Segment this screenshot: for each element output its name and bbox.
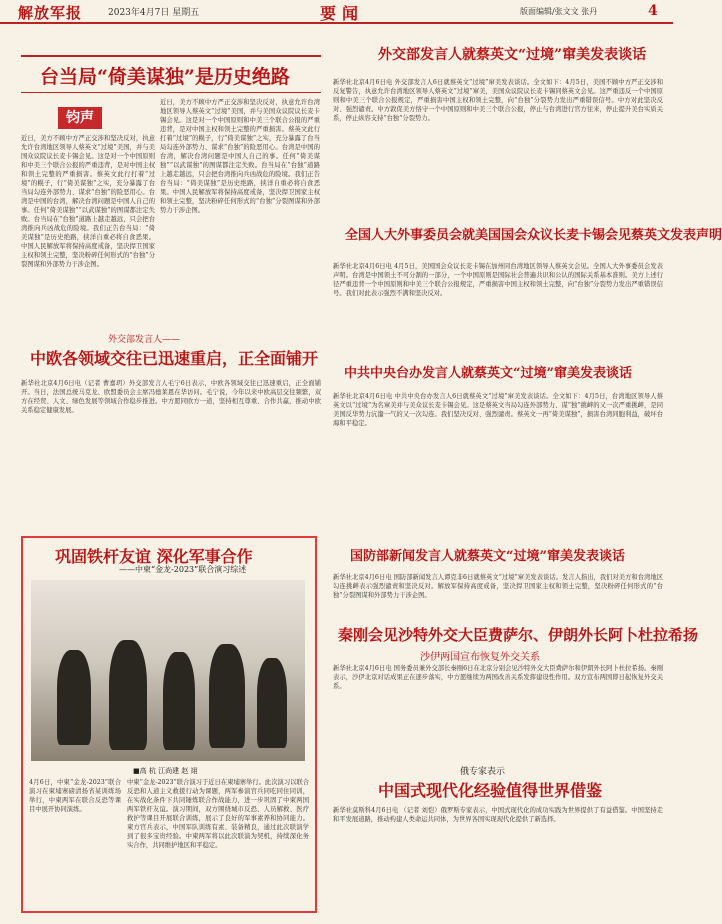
divider (21, 55, 321, 57)
section-title: 要闻 (320, 4, 365, 23)
xi-headline: 中国式现代化经验值得世界借鉴 (378, 781, 603, 800)
exercise-body: 中柬“金龙-2023”联合演习于近日在柬埔寨举行。此次演习以联合反恐和人道主义救援行动为课题，两军参演官兵同吃同住同训，在实战化条件下共同锤炼联合作战能力，进一步巩固了中柬两国两军铁杆友谊。演习期间，双方围绕城市反恐、人员解救、医疗救护等课目开展联合训练，展示了良好的军事素养和协同能力。柬方官兵表示，中国军队训练有素、装备精良，通过此次联演学到了很多宝贵经验。中柬两军将以此次联演为契机，持续深化务实合作，共同维护地区和平稳定。 (127, 779, 310, 849)
exercise-feature (21, 536, 317, 913)
tao-body: 新华社北京4月6日电 中共中央台办发言人6日就蔡英文“过境”窜美发表谈话。全文如下：4月5日，台湾地区领导人蔡英文以“过境”为名窜美并与美众议长麦卡锡会见。这是蔡英文当局勾连外部势力、谋“独”挑衅的又一次严重挑衅，是同美国反华势力沆瀣一气的又一次勾连。我们坚决反对、强烈谴责。蔡英文一再“倚美谋独”，损害台湾同胞利益，破坏台海和平稳定。 (333, 393, 663, 427)
exercise-subheadline: ——中柬“金龙-2023”联合演习综述 (119, 565, 247, 574)
page-editors: 版面编辑/张文文 张丹 (520, 7, 598, 16)
mfa-headline: 外交部发言人就蔡英文“过境”窜美发表谈话 (378, 47, 647, 63)
page-number: 4 (648, 3, 658, 19)
fm-headline: 中欧各领域交往已迅速重启，正全面铺开 (30, 349, 319, 368)
npc-body: 新华社北京4月6日电 4月5日，美国国会众议长麦卡锡在加州同台湾地区领导人蔡英文会见。全国人大外事委员会发表声明。台湾是中国领土不可分割的一部分，一个中国原则是国际社会普遍共识和公认的国际关系基本准则。美方上述行径严重违背一个中国原则和中美三个联合公报规定，严重损害中国主权和领土完整，向“台独”分裂势力发出严重错误信号。我们对此表示强烈不满和坚决反对。 (333, 263, 663, 297)
exercise-headline: 巩固铁杆友谊 深化军事合作 (55, 547, 253, 566)
npc-headline: 全国人大外事委员会就美国国会众议长麦卡锡会见蔡英文发表声明 (345, 228, 722, 243)
tao-headline: 中共中央台办发言人就蔡英文“过境”窜美发表谈话 (344, 366, 632, 381)
soldier-figure (209, 644, 245, 748)
fm-kicker: 外交部发言人—— (108, 335, 181, 345)
exercise-photo (31, 580, 305, 761)
commentary-body-col1: 近日，美方不顾中方严正交涉和坚决反对，执意允许台湾地区领导人蔡英文“过境”美国，并与美国众议院议长麦卡锡会见。这是对一个中国原则和中美三个联合公报的严重违背，是对中国主权和领土完整的严重损害。蔡英文此行打着“过境”的幌子，行“倚美谋独”之实，充分暴露了台当局勾连外部势力、谋求“台独”的险恶用心。台湾是中国的台湾，解决台湾问题是中国人自己的事。任何“倚美谋独”“以武谋独”的图谋都注定失败。台当局在“台独”道路上越走越远，只会把台湾推向兵凶战危的险境。我们正告台当局：“倚美谋独”是历史绝路，挟洋自重必将自食恶果。中国人民解放军将保持高度戒备，坚决捍卫国家主权和领土完整，坚决粉碎任何形式的“台独”分裂图谋和外部势力干涉企图。 (21, 135, 155, 268)
qin-headline: 秦刚会见沙特外交大臣费萨尔、伊朗外长阿卜杜拉希扬 (338, 626, 699, 644)
qin-body: 新华社北京4月6日电 国务委员兼外交部长秦刚6日在北京分别会见沙特外交大臣费萨尔和伊朗外长阿卜杜拉希扬。秦刚表示，沙伊北京对话成果正在逐步落实，中方愿继续为两国改善关系发挥建设性作用。双方宣布两国即日起恢复外交关系。 (333, 665, 663, 690)
commentary-body-col2: 近日，美方不顾中方严正交涉和坚决反对，执意允许台湾地区领导人蔡英文“过境”美国，并与美国众议院议长麦卡锡会见。这是对一个中国原则和中美三个联合公报的严重违背，是对中国主权和领土完整的严重损害。蔡英文此行打着“过境”的幌子，行“倚美谋独”之实，充分暴露了台当局勾连外部势力、谋求“台独”的险恶用心。台湾是中国的台湾，解决台湾问题是中国人自己的事。任何“倚美谋独”“以武谋独”的图谋都注定失败。台当局在“台独”道路上越走越远，只会把台湾推向兵凶战危的险境。我们正告台当局：“倚美谋独”是历史绝路，挟洋自重必将自食恶果。中国人民解放军将保持高度戒备，坚决捍卫国家主权和领土完整，坚决粉碎任何形式的“台独”分裂图谋和外部势力干涉企图。 (160, 99, 320, 214)
fm-body: 新华社北京4月6日电（记者 曹嘉玥）外交部发言人毛宁6日表示，中欧各领域交往已迅速重启，正全面铺开。当日，法国总统马克龙、欧盟委员会主席冯德莱恩在华访问。毛宁说，今年以来中欧高层交往频繁，双方在经贸、人文、绿色发展等领域合作稳步推进。中方愿同欧方一道，坚持相互尊重、合作共赢，推动中欧关系稳定健康发展。 (21, 380, 321, 414)
newspaper-logo: 解放军报 (18, 4, 83, 22)
soldier-figure (257, 658, 287, 748)
xi-kicker: 俄专家表示 (460, 767, 506, 777)
issue-date: 2023年4月7日 星期五 (108, 8, 200, 18)
defense-body: 新华社北京4月6日电 国防部新闻发言人谭克非6日就蔡英文“过境”窜美发表谈话。发言人指出，我们对美方和台湾地区勾连挑衅表示强烈谴责和坚决反对。解放军保持高度戒备，坚决捍卫国家主权和领土完整，坚决粉碎任何形式的“台独”分裂图谋和外部势力干涉企图。 (333, 574, 663, 599)
exercise-caption: 4月6日，中柬“金龙-2023”联合演习在柬埔寨磅清扬省某训练场举行，中柬两军在联合反恐等课目中展开协同演练。 (29, 779, 121, 813)
defense-headline: 国防部新闻发言人就蔡英文“过境”窜美发表谈话 (350, 549, 625, 564)
qin-subheadline: 沙伊两国宣布恢复外交关系 (420, 652, 540, 663)
commentary-kicker: 钧声 (58, 107, 102, 129)
soldier-figure (57, 650, 91, 745)
xi-body: 新华社莫斯科4月6日电 （记者 刘恺）俄罗斯专家表示，中国式现代化的成功实践为世界提供了有益借鉴。中国坚持走和平发展道路，推动构建人类命运共同体，为世界各国实现现代化提供了新选择。 (333, 807, 663, 823)
soldier-figure (109, 640, 147, 750)
mfa-body: 新华社北京4月6日电 外交部发言人6日就蔡英文“过境”窜美发表谈话。全文如下：4月5日，美国不顾中方严正交涉和反复警告，执意允许台湾地区领导人蔡英文“过境”窜美，美国众议院议长麦卡锡同蔡英文会见。这严重违反一个中国原则和中美三个联合公报规定，严重损害中国主权和领土完整，向“台独”分裂势力发出严重错误信号。中方对此坚决反对、强烈谴责。中方敦促美方恪守一个中国原则和中美三个联合公报，停止与台湾进行官方往来，停止提升美台实质关系，停止纵容支持“台独”分裂势力。 (333, 79, 663, 122)
commentary-headline: 台当局“倚美谋独”是历史绝路 (40, 66, 290, 88)
exercise-byline: ■高 杭 江尚建 赵 翊 (133, 767, 198, 775)
soldier-figure (163, 652, 195, 750)
divider (21, 92, 321, 93)
masthead (0, 0, 673, 24)
